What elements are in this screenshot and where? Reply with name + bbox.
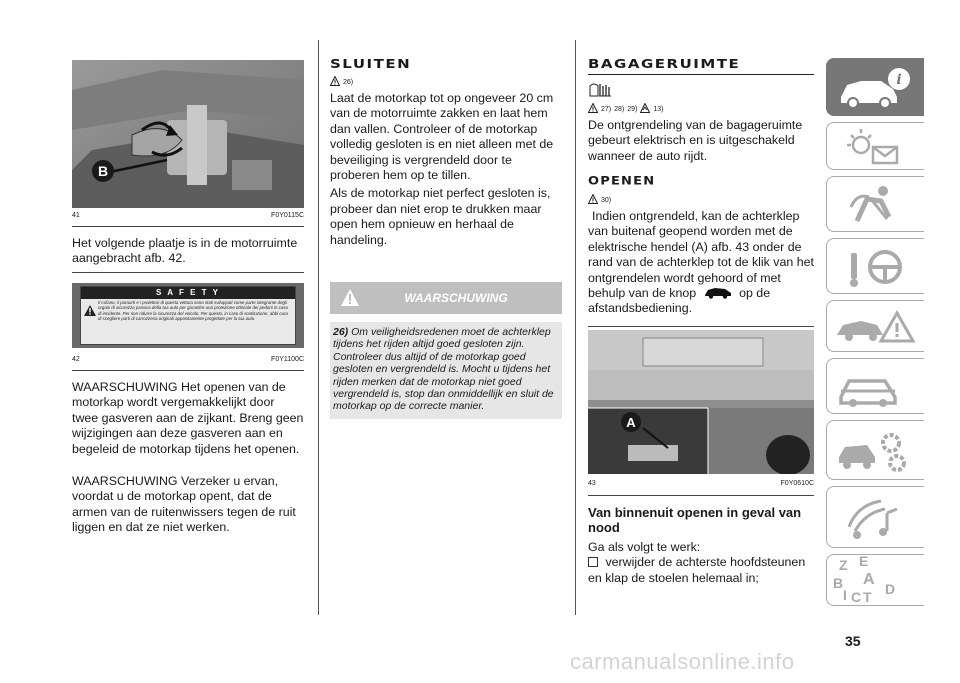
divider: [72, 370, 304, 371]
recycle-hand-icon: [588, 82, 614, 103]
intro-text: Het volgende plaatje is in de motorruimte aangebracht afb. 42.: [72, 236, 298, 266]
tab-multimedia[interactable]: [826, 486, 924, 548]
warning-title: WAARSCHUWING: [404, 291, 508, 305]
checkbox-bullet-icon: [588, 557, 598, 567]
figure-41-image: [72, 60, 304, 208]
section-heading-bagageruimte: BAGAGERUIMTE: [588, 56, 741, 72]
info-triangle-icon: [640, 103, 650, 113]
paragraph: De ontgrendeling van de bagageruimte gebeurt elektrisch en is uitgeschakeld wanneer de auto rijdt.: [588, 118, 803, 163]
car-trunk-button-icon: [703, 286, 733, 299]
ref-number: 29): [627, 106, 638, 113]
watermark: carmanualsonline.info: [570, 649, 795, 674]
bullet-text: verwijder de achterste hoofdsteunen en klap de stoelen helemaal in;: [588, 555, 806, 585]
svg-text:i: i: [896, 72, 902, 88]
figure-number: 42: [72, 356, 80, 363]
figure-code: F0Y0115C: [271, 212, 304, 219]
ref-number: 28): [614, 106, 625, 113]
heading-underline: [588, 74, 814, 75]
car-info-icon: [827, 59, 925, 117]
warning-box-header: [330, 282, 562, 314]
col3-intro: [588, 118, 814, 164]
tab-warning-lights[interactable]: [826, 122, 924, 170]
emergency-icon: [827, 301, 925, 353]
paragraph: WAARSCHUWING Het openen van de motorkap wordt vergemakkelijkt door twee gasveren aan de zijkant. Breng geen wijzigingen aan deze gasveren aan en begeleid de motorkap tijdens het openen.: [72, 380, 304, 456]
col3-nood-text: [588, 540, 814, 586]
figure-number: 43: [588, 480, 596, 487]
tab-maintenance[interactable]: [826, 358, 924, 414]
figure-number: 41: [72, 212, 80, 219]
reference-marks: [588, 194, 611, 204]
reference-marks: [588, 103, 664, 113]
warning-lights-icon: [827, 123, 925, 171]
figure-43-image: [588, 330, 814, 474]
paragraph: Indien ontgrendeld, kan de achterklep van buitenaf geopend worden met de elektrische hendel (A) afb. 43 onder de rand van de achterklep tot de klik van het ontgrendelen wordt gehoord of met behulp van de knop: [588, 209, 814, 301]
subheading-noodopening: Van binnenuit openen in geval van nood: [588, 505, 802, 535]
tab-safety[interactable]: [826, 176, 924, 232]
figure-code: F0Y0610C: [780, 480, 814, 487]
column-divider: [318, 40, 319, 615]
index-icon: Z E B A I C T D: [833, 553, 896, 605]
technical-data-icon: [827, 421, 925, 481]
col2-body: [330, 91, 562, 248]
section-heading-sluiten: SLUITEN: [330, 56, 412, 72]
safety-label-title: S A F E T Y: [81, 287, 295, 299]
tab-emergency[interactable]: [826, 300, 924, 352]
warning-number: 26): [333, 326, 349, 338]
paragraph: Ga als volgt te werk:: [588, 540, 701, 554]
divider: [72, 272, 304, 273]
warning-triangle-icon: [84, 303, 96, 321]
column-divider: [575, 40, 576, 615]
ref-number: 13): [653, 106, 664, 113]
divider: [588, 326, 814, 327]
reference-marks: [330, 76, 353, 86]
multimedia-icon: [827, 487, 925, 549]
callout-b: B: [92, 160, 114, 182]
ref-number: 30): [601, 197, 612, 204]
col3-openen-text: [588, 209, 814, 317]
divider: [72, 226, 304, 227]
figure-42-caption: [72, 356, 304, 363]
car-service-icon: [827, 359, 925, 415]
paragraph: Laat de motorkap tot op ongeveer 20 cm van de motorruimte zakken en laat hem dan vallen. Controleer of de motorkap volledig gesloten is en niet alleen met de beveiliging is vergrendeld door te proberen hem op te tillen.: [330, 91, 554, 183]
tab-starting-driving[interactable]: [826, 238, 924, 294]
warning-triangle-icon: [588, 194, 598, 204]
callout-a: A: [621, 412, 641, 432]
warning-box-body: [330, 322, 562, 419]
warning-triangle-icon: [330, 76, 340, 86]
divider: [588, 495, 814, 496]
safety-airbag-icon: [827, 177, 925, 233]
paragraph: Als de motorkap niet perfect gesloten is, probeer dan niet erop te drukken maar open hem opnieuw en herhaal de handeling.: [330, 186, 551, 247]
page-number: 35: [845, 633, 861, 649]
figure-42-image: [72, 283, 304, 348]
safety-label-text: Il cofano, il paraurti e i proiettori di questa vettura sono stati sviluppati come parte integrante degli organi di sicurezza passiva della tua auto per garantire una protezione ottimale dei pedoni in caso di incidente. Per non ridurre la sicurezza del veicolo. Per questo, in caso di sostituzione, abbi cura di scegliere parti di carrozzeria originali appositamente progettate per la tua auto.: [98, 300, 288, 322]
warning-triangle-icon: [588, 103, 598, 113]
paragraph: WAARSCHUWING Verzeker u ervan, voordat u de motorkap opent, dat de armen van de ruitenwissers tegen de ruit liggen en dat ze niet werken.: [72, 474, 296, 535]
ref-number: 26): [343, 79, 354, 86]
col1-body: [72, 380, 304, 536]
steering-wheel-icon: [827, 239, 925, 295]
figure-41-caption: [72, 212, 304, 219]
warning-text: Om veiligheidsredenen moet de achterklep tijdens het rijden altijd goed gesloten zijn. Controleer dus altijd of de motorkap goed gesloten en vergrendeld is. Mocht u tijdens het rijden merken dat de motorkap niet goed vergrendeld is, stop dan onmiddellijk en sluit de motorkap op de correcte manier.: [333, 326, 554, 413]
figure-code: F0Y1100C: [271, 356, 304, 363]
ref-number: 27): [601, 106, 612, 113]
tab-index[interactable]: [826, 554, 924, 606]
tab-car-info[interactable]: [826, 58, 924, 116]
safety-label: [80, 286, 296, 345]
paragraph: op de afstandsbediening.: [588, 286, 771, 316]
subheading-openen: OPENEN: [588, 175, 656, 188]
figure-43-caption: [588, 480, 814, 487]
tab-technical-data[interactable]: [826, 420, 924, 480]
